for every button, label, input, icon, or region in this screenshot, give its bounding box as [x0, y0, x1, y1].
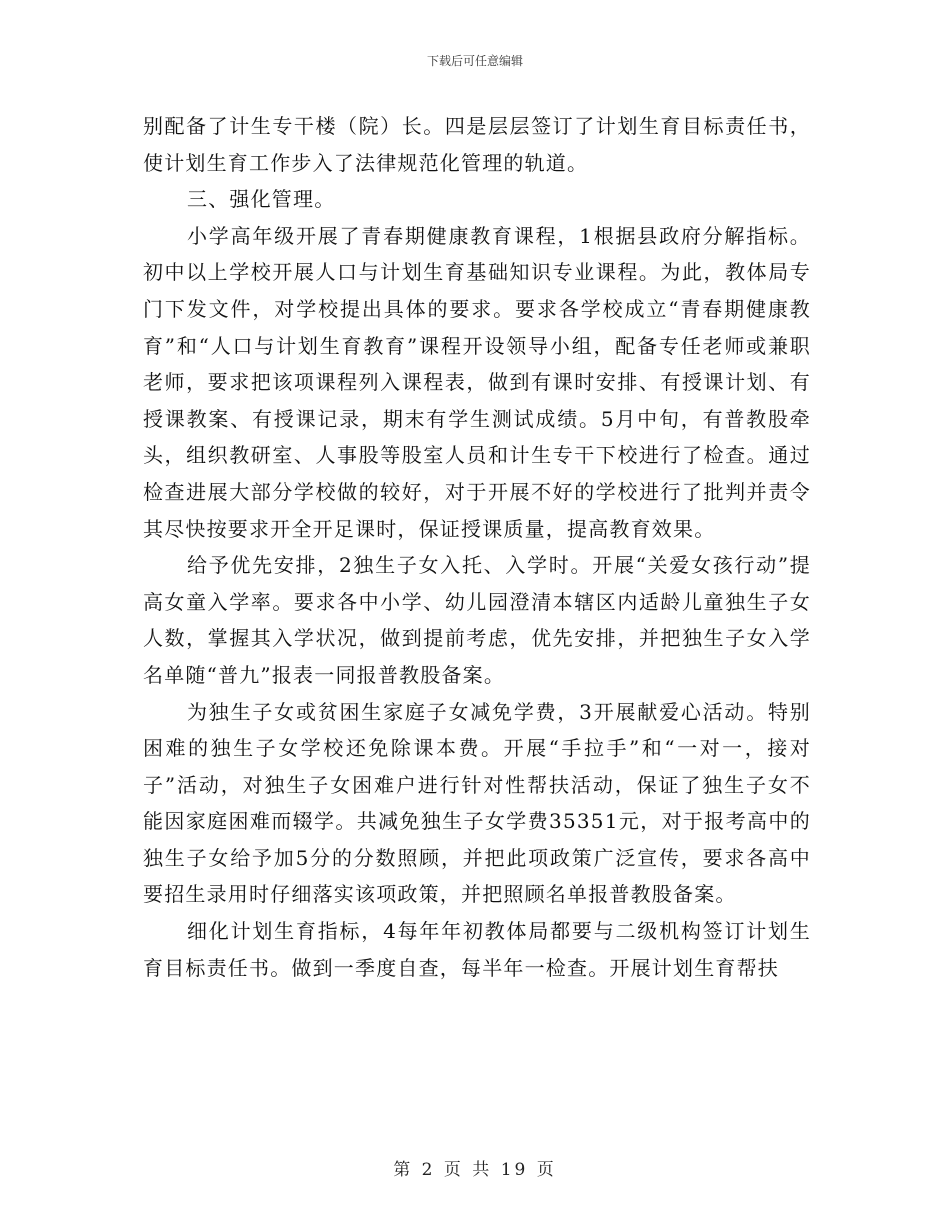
paragraph: 为独生子女或贫困生家庭子女减免学费，3开展献爱心活动。特别困难的独生子女学校还免除课本费。开展“手拉手”和“一对一，接对子”活动，对独生子女困难户进行针对性帮扶活动，保证了独生子女不能因家庭困难而辍学。共减免独生子女学费35351元，对于报考高中的独生子女给予加5分的分数照顾，并把此项政策广泛宣传，要求各高中要招生录用时仔细落实该项政策，并把照顾名单报普教股备案。 [143, 699, 811, 907]
body-text [143, 108, 811, 986]
page-header: 下载后可任意编辑 [426, 54, 523, 68]
page-number: 第 2 页 共 19 页 [393, 1160, 557, 1180]
paragraph: 别配备了计生专干楼（院）长。四是层层签订了计划生育目标责任书，使计划生育工作步入了法律规范化管理的轨道。 [143, 114, 811, 175]
paragraph: 给予优先安排，2独生子女入托、入学时。开展“关爱女孩行动”提高女童入学率。要求各中小学、幼儿园澄清本辖区内适龄儿童独生子女人数，掌握其入学状况，做到提前考虑，优先安排，并把独生子女入学名单随“普九”报表一同报普教股备案。 [143, 553, 811, 687]
paragraph: 小学高年级开展了青春期健康教育课程，1根据县政府分解指标。初中以上学校开展人口与计划生育基础知识专业课程。为此，教体局专门下发文件，对学校提出具体的要求。要求各学校成立“青春期健康教育”和“人口与计划生育教育”课程开设领导小组，配备专任老师或兼职老师，要求把该项课程列入课程表，做到有课时安排、有授课计划、有授课教案、有授课记录，期末有学生测试成绩。5月中旬，有普教股牵头，组织教研室、人事股等股室人员和计生专干下校进行了检查。通过检查进展大部分学校做的较好，对于开展不好的学校进行了批判并责令其尽快按要求开全开足课时，保证授课质量，提高教育效果。 [143, 223, 811, 541]
paragraph: 细化计划生育指标，4每年年初教体局都要与二级机构签订计划生育目标责任书。做到一季度自查，每半年一检查。开展计划生育帮扶 [143, 919, 811, 980]
section-heading: 三、强化管理。 [187, 187, 336, 212]
